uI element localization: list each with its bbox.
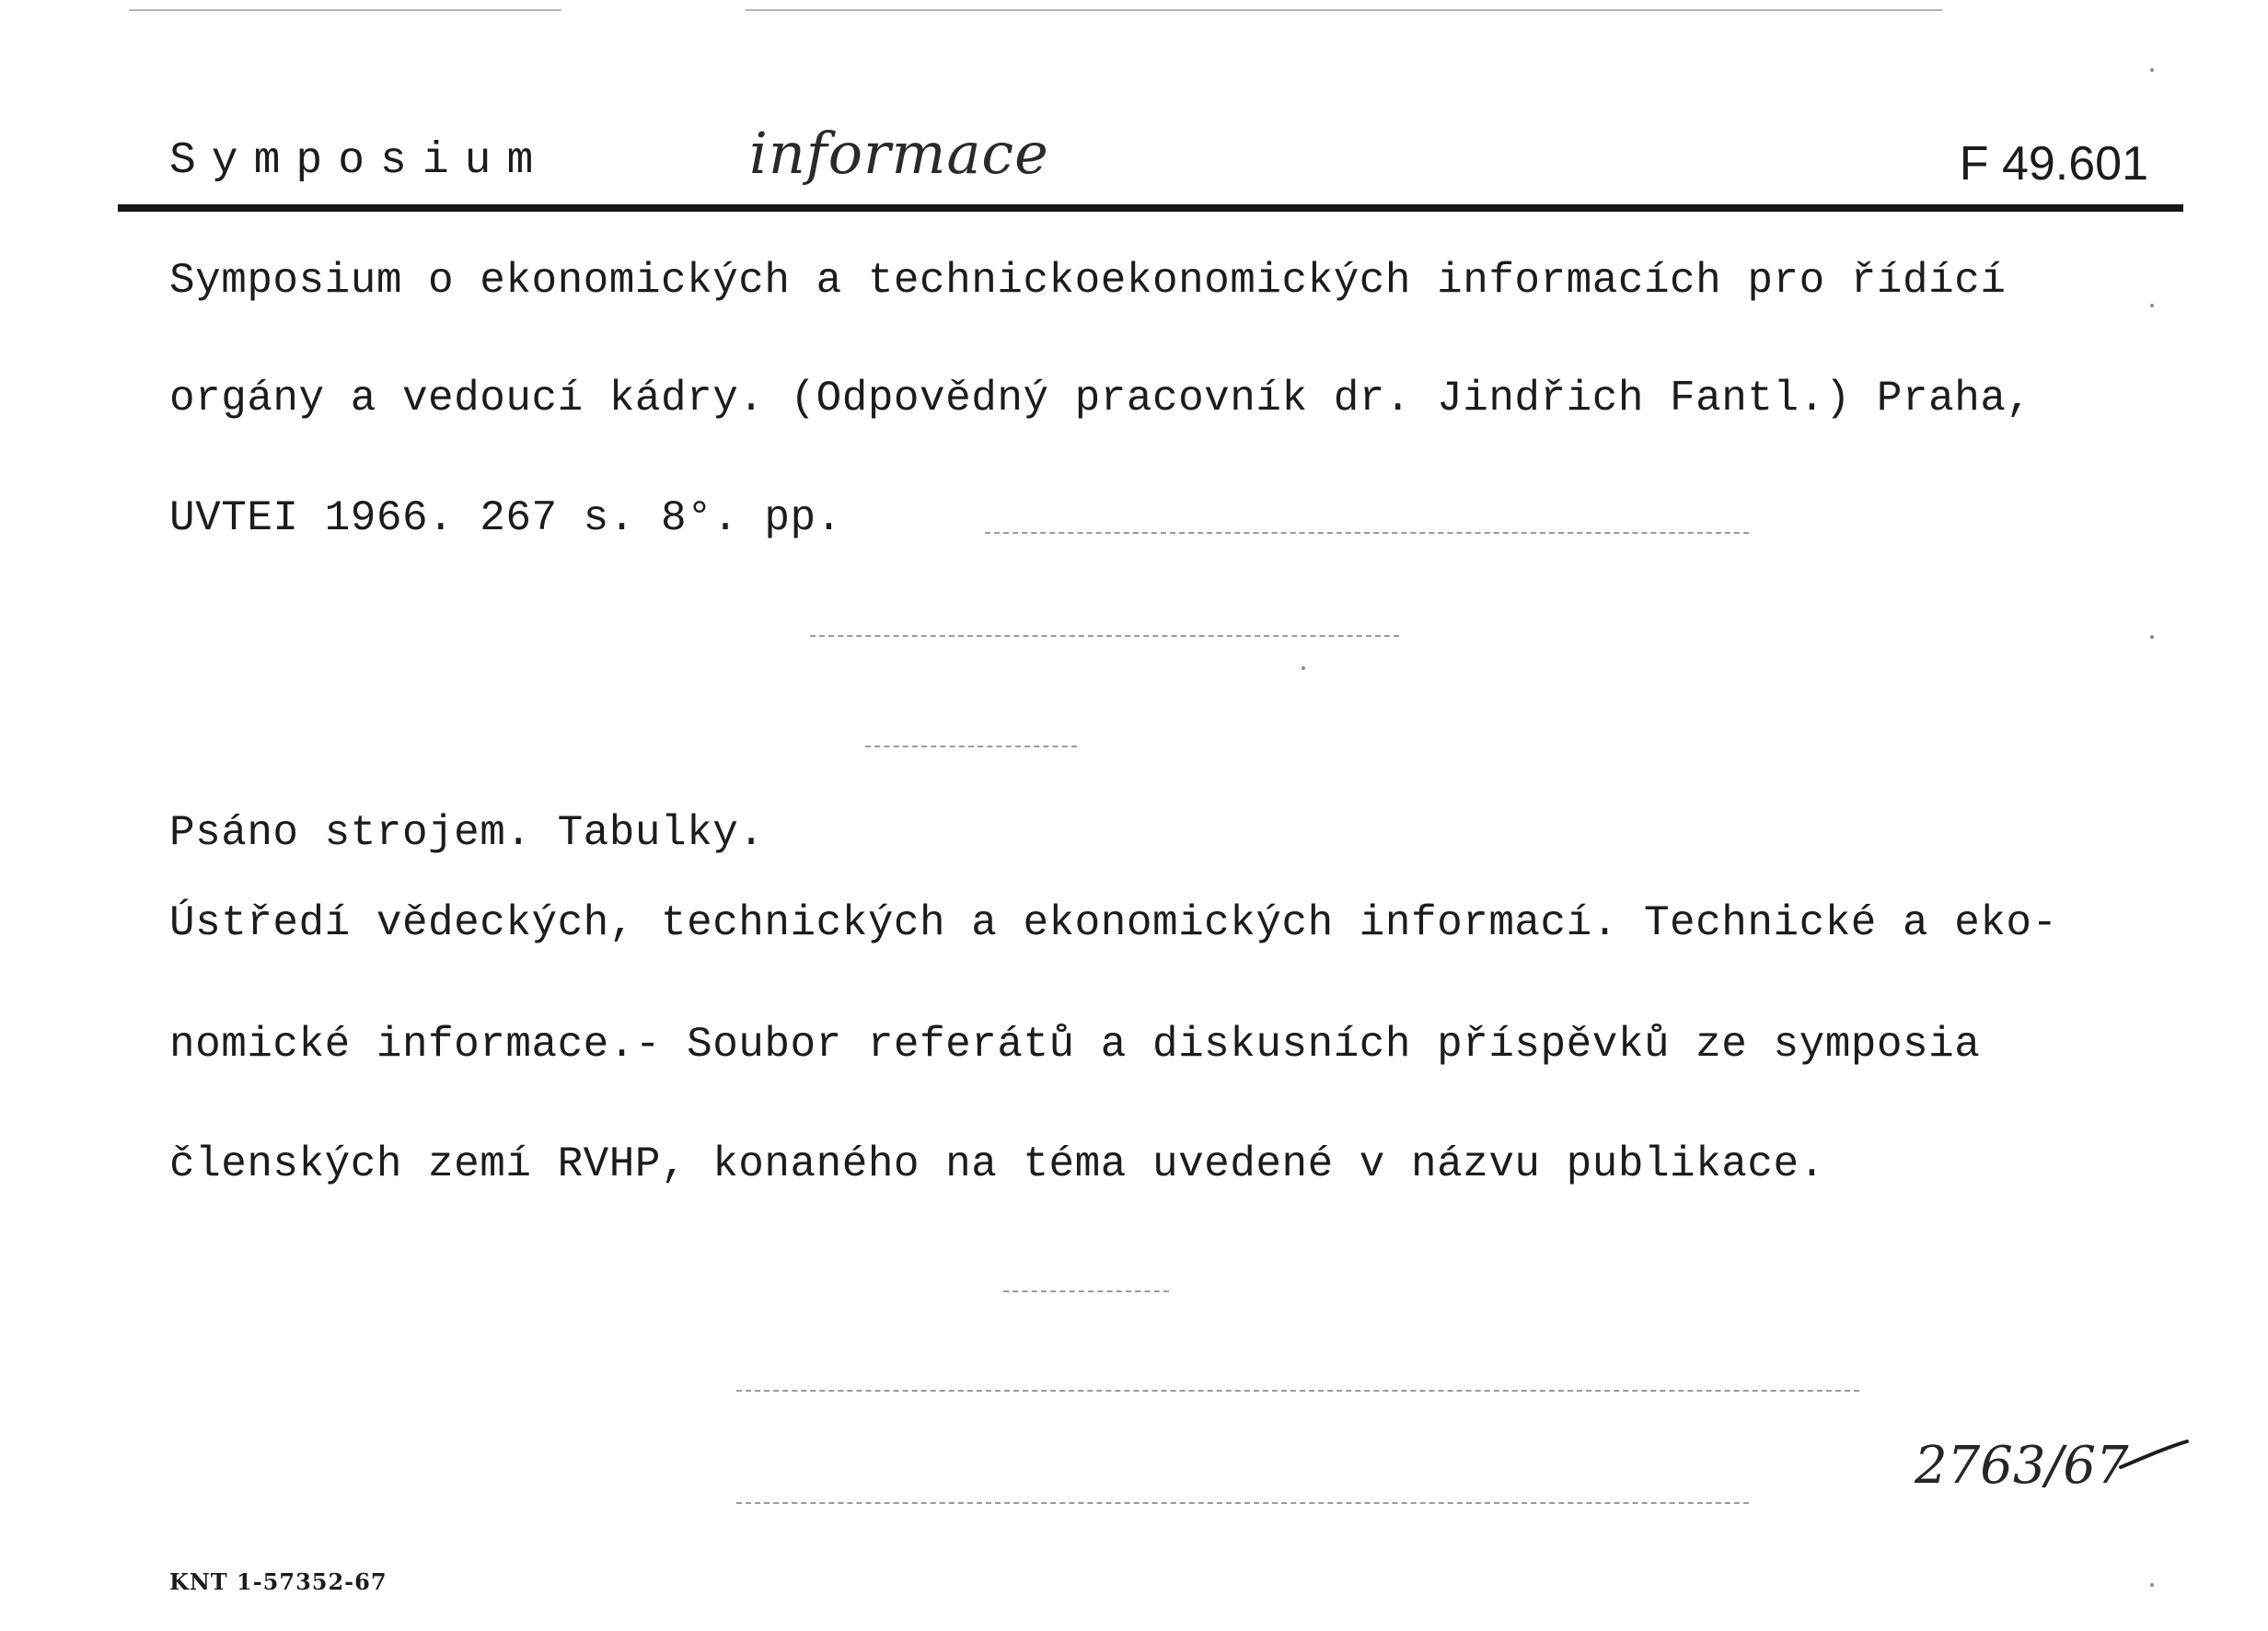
faint-dotted-line: [810, 635, 1399, 637]
heading-handwritten-subject: informace: [749, 120, 1049, 187]
speck: [2150, 1583, 2154, 1587]
note-line: Ústředí vědeckých, technických a ekonomických informací. Technické a eko-: [169, 899, 2058, 947]
speck: [1302, 666, 1305, 670]
faint-dotted-line: [1003, 1290, 1169, 1292]
accession-number: 2763/67: [1915, 1436, 2129, 1496]
faint-dotted-line: [865, 746, 1077, 747]
description-line: orgány a vedoucí kádry. (Odpovědný pracovník dr. Jindřich Fantl.) Praha,: [169, 375, 2032, 422]
call-number: F 49.601: [1959, 137, 2148, 191]
top-edge-line: [746, 9, 1942, 11]
faint-dotted-line: [985, 532, 1749, 534]
check-tick-icon: [2117, 1436, 2191, 1473]
heading-title: Symposium: [169, 136, 550, 186]
speck: [2150, 635, 2154, 639]
description-line: Symposium o ekonomických a technickoekonomických informacích pro řídící: [169, 257, 2007, 305]
note-line: členských zemí RVHP, konaného na téma uvedené v názvu publikace.: [169, 1140, 1825, 1188]
speck: [2150, 304, 2154, 307]
note-line: nomické informace.- Soubor referátů a diskusních příspěvků ze symposia: [169, 1021, 1981, 1069]
speck: [2150, 68, 2154, 72]
top-edge-line: [129, 9, 561, 11]
faint-dotted-line: [736, 1390, 1859, 1392]
heading-rule: [118, 204, 2183, 212]
card-heading: [169, 120, 2148, 193]
printer-code: KNT 1-57352-67: [169, 1568, 388, 1595]
description-line: UVTEI 1966. 267 s. 8°. pp.: [169, 494, 842, 542]
faint-dotted-line: [736, 1502, 1749, 1504]
note-line: Psáno strojem. Tabulky.: [169, 809, 765, 857]
